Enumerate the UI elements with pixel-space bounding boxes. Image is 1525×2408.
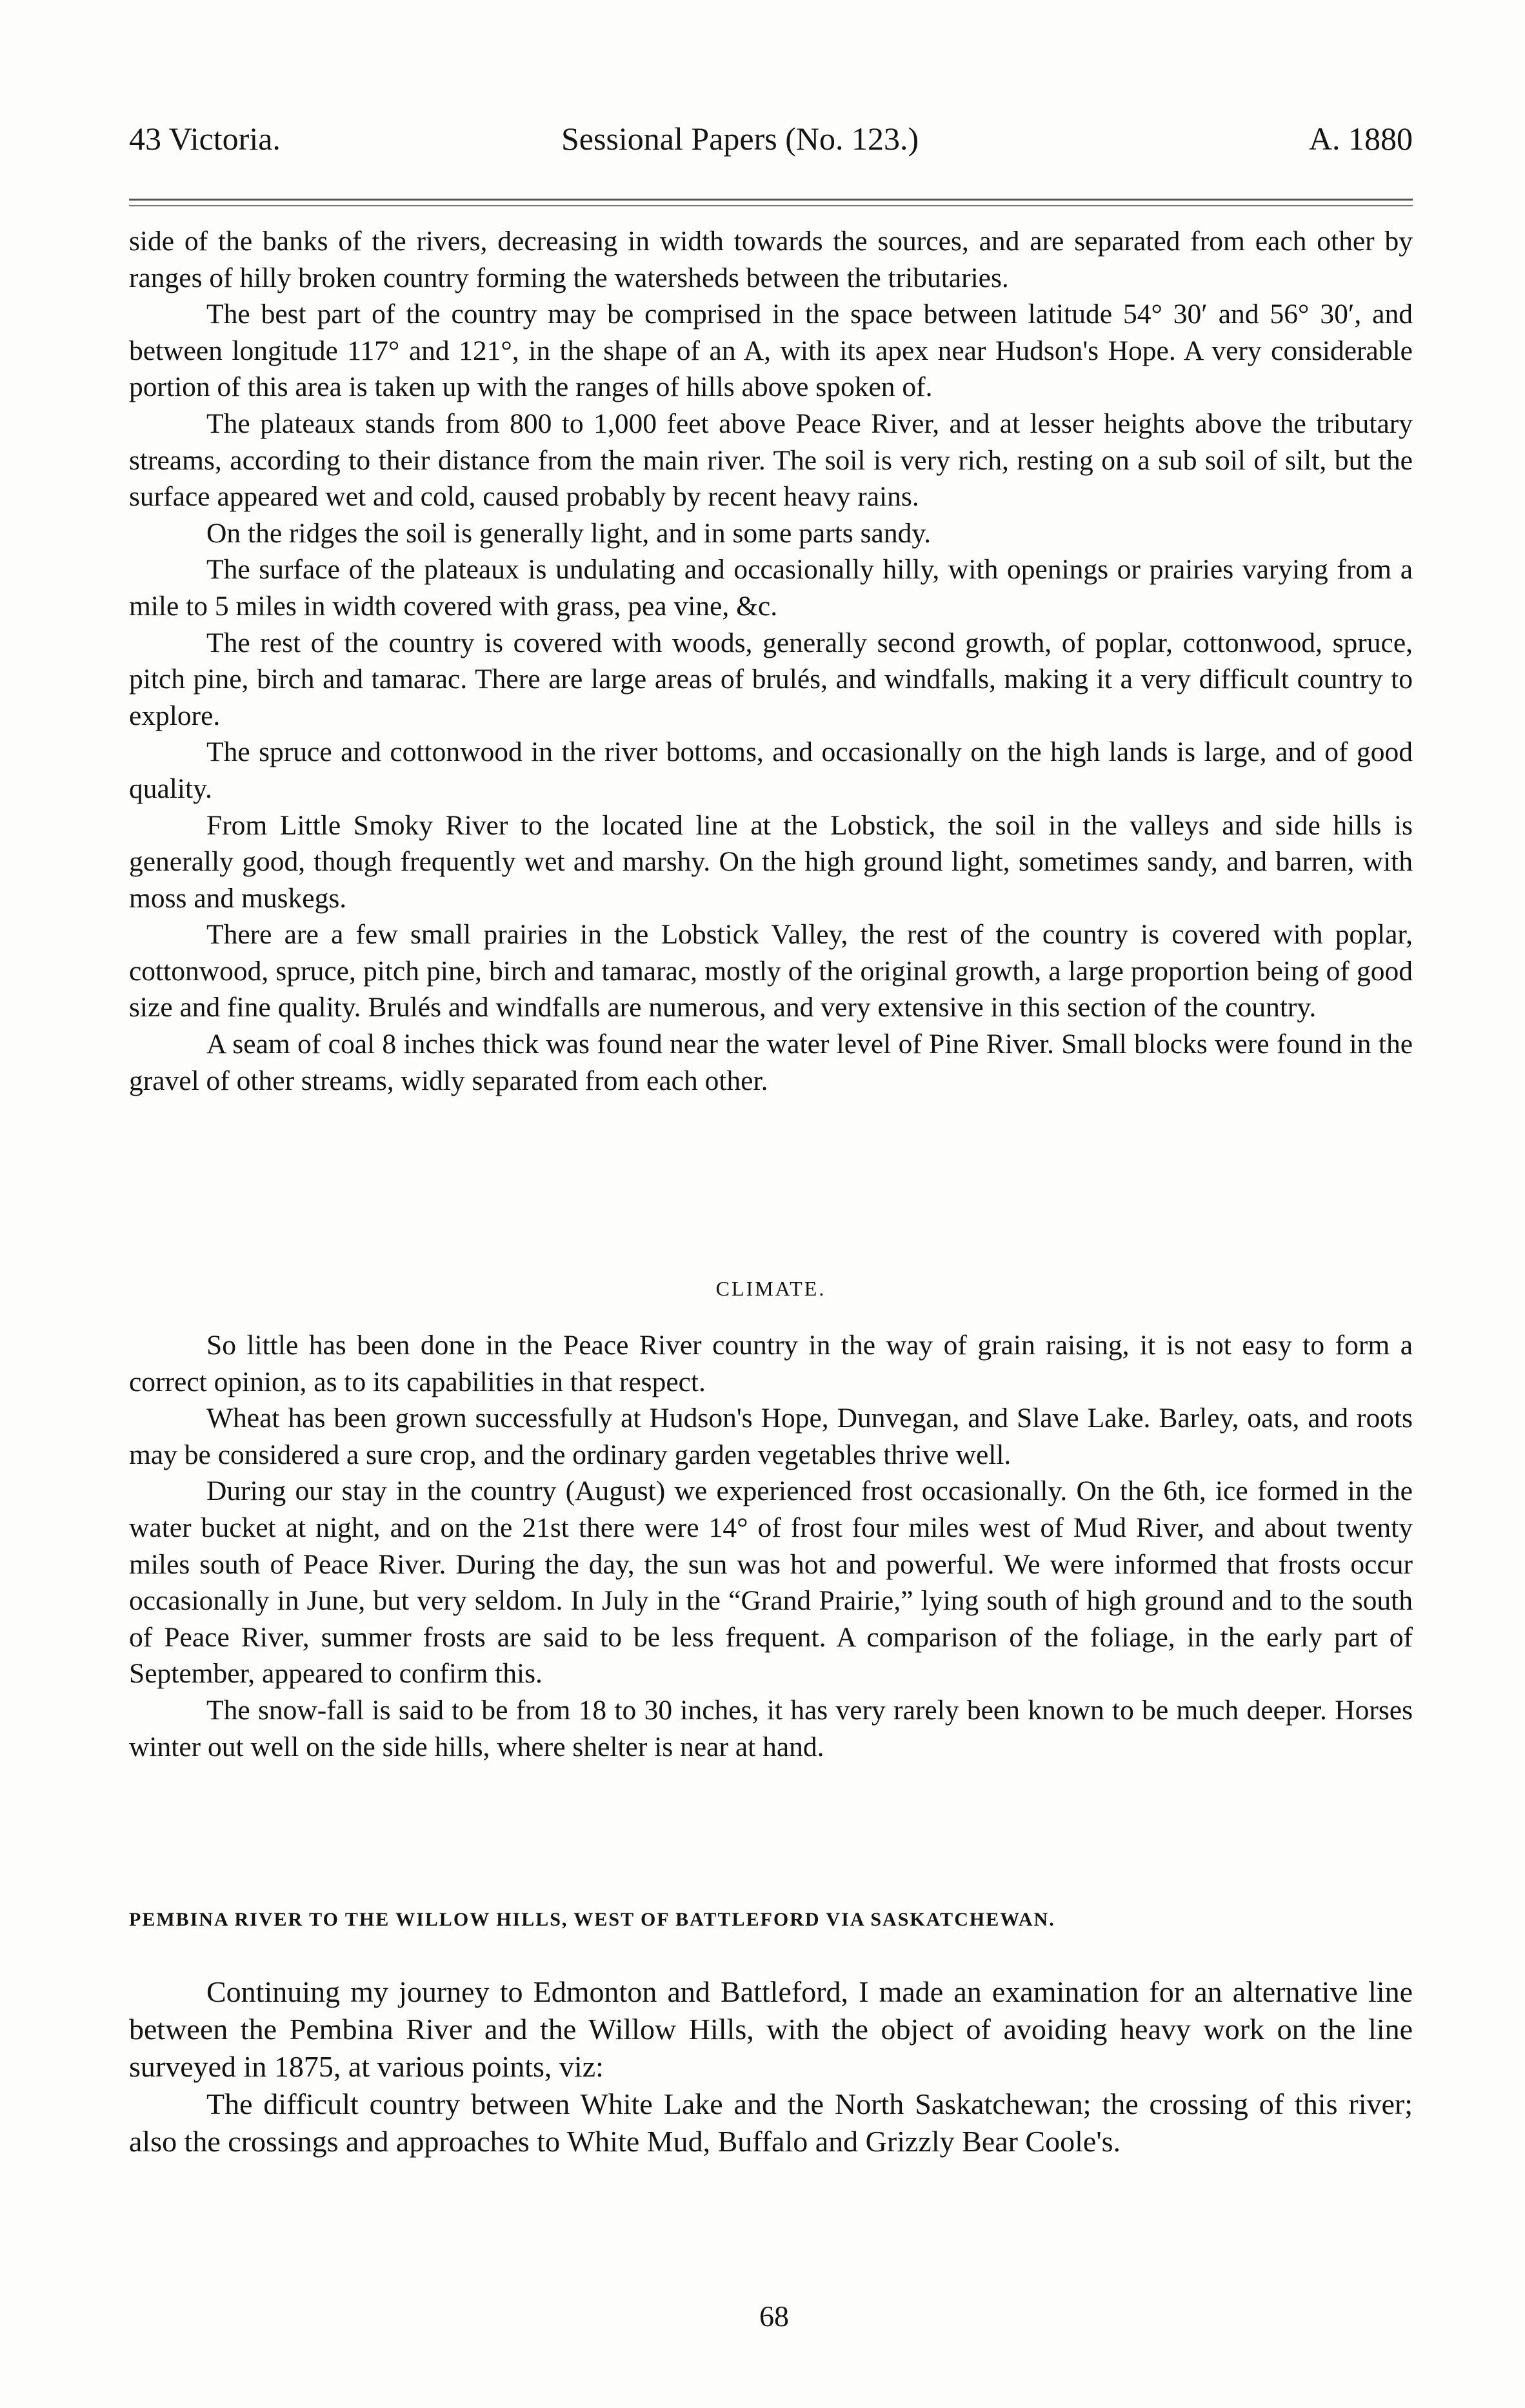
soil-description-section [129, 223, 1413, 1099]
paragraph: The difficult country between White Lake and the North Saskatchewan; the crossing of this river; also the crossings and approaches to White Mud, Buffalo and Grizzly Bear Coole's. [129, 2087, 1413, 2158]
paragraph: There are a few small prairies in the Lobstick Valley, the rest of the country is covered with poplar, cottonwood, spruce, pitch pine, birch and tamarac, mostly of the original growth, a large proportion being of good size and fine quality. Brulés and windfalls are numerous, and very extensive in this section of the country. [129, 919, 1413, 1023]
header-rule-secondary [129, 205, 1413, 206]
paragraph: A seam of coal 8 inches thick was found near the water level of Pine River. Small blocks were found in the gravel of other streams, widly separated from each other. [129, 1029, 1413, 1096]
pembina-heading: PEMBINA RIVER TO THE WILLOW HILLS, WEST OF BATTLEFORD VIA SASKATCHEWAN. [129, 1909, 1055, 1930]
paragraph: On the ridges the soil is generally light, and in some parts sandy. [206, 517, 932, 549]
pembina-section [129, 1973, 1413, 2160]
climate-heading: CLIMATE. [715, 1277, 826, 1300]
paragraph: Continuing my journey to Edmonton and Battleford, I made an examination for an alternative line between the Pembina River and the Willow Hills, with the object of avoiding heavy work on the line surveyed in 1875, at various points, viz: [129, 1975, 1413, 2083]
page-number: 68 [759, 2300, 789, 2333]
paragraph: The plateaux stands from 800 to 1,000 feet above Peace River, and at lesser heights above the tributary streams, according to their distance from the main river. The soil is very rich, resting on a sub soil of silt, but the surface appeared wet and cold, caused probably by recent heavy rains. [129, 408, 1413, 513]
paragraph: During our stay in the country (August) we experienced frost occasionally. On the 6th, ice formed in the water bucket at night, and on the 21st there were 14° of frost four miles west of Mud River, and about twenty miles south of Peace River. During the day, the sun was hot and powerful. We were informed that frosts occur occasionally in June, but very seldom. In July in the “Grand Prairie,” lying south of high ground and to the south of Peace River, summer frosts are said to be less frequent. A comparison of the foliage, in the early part of September, appeared to confirm this. [129, 1475, 1413, 1690]
climate-section [129, 1327, 1413, 1765]
paragraph: side of the banks of the rivers, decreasing in width towards the sources, and are separated from each other by ranges of hilly broken country forming the watersheds between the tributaries. [129, 226, 1413, 293]
paragraph: The snow-fall is said to be from 18 to 30 inches, it has very rarely been known to be much deeper. Horses winter out well on the side hills, where shelter is near at hand. [129, 1694, 1413, 1762]
running-header [129, 116, 1413, 161]
paragraph: So little has been done in the Peace River country in the way of grain raising, it is not easy to form a correct opinion, as to its capabilities in that respect. [129, 1330, 1413, 1397]
header-title: Sessional Papers (No. 123.) [561, 121, 919, 157]
paragraph: The spruce and cottonwood in the river bottoms, and occasionally on the high lands is large, and of good quality. [129, 736, 1413, 804]
header-rule [129, 199, 1413, 201]
paragraph: Wheat has been grown successfully at Hudson's Hope, Dunvegan, and Slave Lake. Barley, oats, and roots may be considered a sure crop, and the ordinary garden vegetables thrive well. [129, 1403, 1413, 1470]
paragraph: The surface of the plateaux is undulating and occasionally hilly, with openings or prairies varying from a mile to 5 miles in width covered with grass, pea vine, &c. [129, 554, 1413, 622]
paragraph: From Little Smoky River to the located line at the Lobstick, the soil in the valleys and side hills is generally good, though frequently wet and marshy. On the high ground light, sometimes sandy, and barren, with moss and muskegs. [129, 809, 1413, 914]
paragraph: The rest of the country is covered with woods, generally second growth, of poplar, cottonwood, spruce, pitch pine, birch and tamarac. There are large areas of brulés, and windfalls, making it a very difficult country to explore. [129, 627, 1413, 731]
header-volume: 43 Victoria. [129, 121, 281, 157]
paragraph: The best part of the country may be comprised in the space between latitude 54° 30′ and 56° 30′, and between longitude 117° and 121°, in the shape of an A, with its apex near Hudson's Hope. A very considerable portion of this area is taken up with the ranges of hills above spoken of. [129, 299, 1413, 403]
header-year: A. 1880 [1308, 121, 1413, 157]
